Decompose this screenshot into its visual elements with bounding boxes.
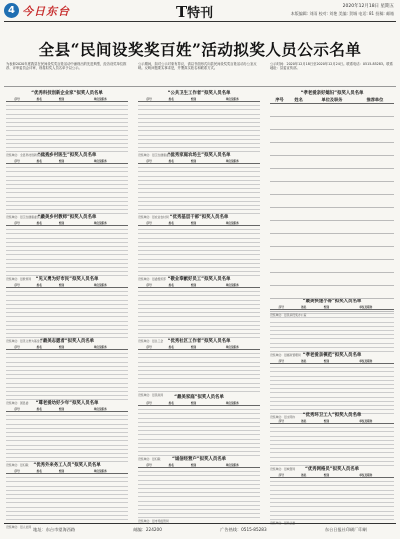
table-header: 单位及职务 [338,359,394,364]
table-cell [356,286,394,299]
table-header: 性别 [50,283,72,288]
award-list-footer: 设奖单位：县邮政管理局 [270,352,301,357]
table-cell [289,286,308,299]
table-cell [270,195,289,208]
table-header: 单位及职务 [205,159,260,164]
table-cell [270,143,289,156]
table-header: 性别 [50,407,72,412]
table-row [270,247,394,260]
table-header: 姓名 [28,469,50,474]
table-cell [289,143,308,156]
table-cell [289,260,308,273]
table-header: 序号 [270,305,293,310]
table-cell [338,461,394,465]
table-row [270,104,394,117]
award-list-footer: 设奖单位：县妇联 [6,463,29,468]
table-cell [308,169,356,182]
masthead [0,0,400,22]
table-cell [356,260,394,273]
table-header: 单位及职务 [205,345,260,350]
table-cell [356,221,394,234]
table-header: 序号 [138,345,160,350]
table-header: 姓名 [160,463,182,468]
table-cell [270,260,289,273]
table-cell [205,387,260,391]
award-list-table [270,419,394,466]
page-title: 全县“民间设奖奖百姓”活动拟奖人员公示名单 [38,40,362,59]
table-cell [308,104,356,117]
table-row [270,117,394,130]
award-list-footer: 设奖单位：县妇联 [138,457,161,462]
footer-address: 地址：东台市望海西路 [33,527,76,532]
table-header: 姓名 [28,159,50,164]
table-header: 性别 [315,419,338,424]
table-header: 性别 [182,97,204,102]
table-header: 姓名 [293,305,316,310]
table-header: 姓名 [28,221,50,226]
table-header: 序号 [6,221,28,226]
table-cell [289,117,308,130]
award-list-title: “优秀环卫工人”拟奖人员名单 [302,413,362,418]
table-cell [308,117,356,130]
masthead-rule [4,21,396,22]
table-cell [308,221,356,234]
table-cell [270,461,293,465]
table-cell [270,130,289,143]
award-list-title: “尊老爱幼好少年”拟奖人员名单 [35,401,99,406]
table-cell [338,515,394,519]
table-header: 序号 [6,283,28,288]
table-cell [356,182,394,195]
table-cell [356,273,394,286]
table-cell [289,156,308,169]
award-list-title: “敬业奉献好员工”拟奖人员名单 [167,277,231,282]
award-list-footer: 设奖单位：县文明办 [270,415,296,420]
award-list-title: “公共卫生工作者”拟奖人员名单 [167,91,231,96]
award-list-table [138,221,260,276]
table-header: 单位及职务 [338,419,394,424]
table-cell [289,169,308,182]
table-cell [289,234,308,247]
table-header: 序号 [138,463,160,468]
table-row [270,221,394,234]
table-cell [356,169,394,182]
table-header: 姓名 [293,359,316,364]
table-header: 性别 [50,159,72,164]
table-row [270,130,394,143]
award-list-title: “优秀乡村医生”拟奖人员名单 [37,153,97,158]
table-header: 性别 [315,305,338,310]
table-header: 单位及职务 [205,463,260,468]
table-cell [270,234,289,247]
award-list-title: “优秀外来务工人员”拟奖人员名单 [33,463,101,468]
table-header: 单位及职务 [308,97,356,104]
table-cell [289,299,308,312]
table-header: 序号 [270,97,289,104]
table-cell [308,143,356,156]
table-cell [356,130,394,143]
award-list-footer: 设奖单位：县卫生健康委员会 [6,215,43,220]
table-header: 单位及职务 [338,473,394,478]
award-list-footer: 设奖单位：县民政局 [138,392,164,397]
table-row [270,461,394,465]
table-cell [356,117,394,130]
table-header: 姓名 [28,407,50,412]
award-list-footer: 设奖单位：团县委 [6,401,29,406]
table-cell [270,221,289,234]
newspaper-logo: 今日东台 [22,5,70,18]
date-line: 2020年12月18日 星期五 [342,4,394,9]
table-cell [270,347,293,351]
table-cell [205,514,260,518]
table-row [270,195,394,208]
table-row [138,514,260,518]
table-cell [270,156,289,169]
award-list-title: “优秀家庭农场主”拟奖人员名单 [167,153,231,158]
table-cell [289,208,308,221]
award-list-title: “最美志愿者”拟奖人员名单 [39,339,95,344]
table-header: 姓名 [160,283,182,288]
table-cell [293,347,316,351]
award-list-table [138,283,260,338]
footer-phone: 广告热线：0515-85283 [220,527,267,532]
award-list-footer: 设奖单位：县委组织部 [138,277,166,282]
table-cell [270,104,289,117]
table-cell [356,208,394,221]
table-header: 单位及职务 [73,469,128,474]
award-list-title: “优秀科技创新企业家”拟奖人员名单 [31,91,103,96]
award-list-table [270,359,394,414]
table-cell [160,514,182,518]
table-cell [356,247,394,260]
table-cell [308,260,356,273]
table-header: 序号 [138,97,160,102]
table-cell [270,299,289,312]
table-header: 性别 [50,97,72,102]
table-cell [308,286,356,299]
table-row [270,273,394,286]
table-header: 性别 [315,359,338,364]
table-header: 单位及职务 [338,305,394,310]
award-list-table [270,473,394,520]
table-row [270,515,394,519]
table-row [270,286,394,299]
award-list-title: “最美家庭”拟奖人员名单 [174,395,224,400]
table-header: 性别 [315,473,338,478]
table-cell [270,117,289,130]
award-list-table [6,221,128,276]
award-list-footer: 设奖单位：县农业农村局 [138,215,169,220]
table-cell [356,156,394,169]
table-cell [315,515,338,519]
table-cell [289,104,308,117]
table-cell [289,221,308,234]
table-header: 单位及职务 [205,401,260,406]
award-list-footer: 设奖单位：全县科技创新奖励基金会 [6,153,51,158]
table-header: 序号 [6,97,28,102]
table-cell [270,515,293,519]
table-cell [289,182,308,195]
table-header: 序号 [6,469,28,474]
award-list-title: “最美乡村教师”拟奖人员名单 [37,215,97,220]
table-header: 性别 [50,345,72,350]
table-cell [308,208,356,221]
table-header: 姓名 [28,283,50,288]
table-cell [270,169,289,182]
table-header: 姓名 [160,401,182,406]
table-cell [289,195,308,208]
table-header: 单位及职务 [205,97,260,102]
table-cell [308,195,356,208]
table-cell [315,461,338,465]
award-list-footer: 设奖单位：县教育局 [6,277,32,282]
table-header: 姓名 [160,97,182,102]
table-cell [138,387,160,391]
award-list-table [138,345,260,392]
award-list-table [138,159,260,214]
table-row [270,208,394,221]
table-row [270,260,394,273]
table-cell [308,156,356,169]
intro-column-3: 公示时间：2020年12月18日至2020年12月24日。联系电话：0515-85283。联系地址：县委宣传部。 [270,62,393,71]
footer-print: 东台日报社印刷厂印刷 [324,527,367,532]
table-row [270,156,394,169]
award-list-title: “孝老爱亲模范”拟奖人员名单 [302,353,362,358]
award-list-table [138,463,260,518]
table-header: 单位及职务 [205,221,260,226]
table-header: 序号 [6,159,28,164]
table-header: 姓名 [293,473,316,478]
table-header: 姓名 [28,345,50,350]
table-header: 单位及职务 [205,283,260,288]
table-row [270,182,394,195]
table-row [270,143,394,156]
table-cell [270,208,289,221]
table-header: 姓名 [160,159,182,164]
award-list-footer: 设奖单位：县见义勇为基金会 [6,339,43,344]
table-header: 序号 [6,345,28,350]
table-header: 性别 [182,401,204,406]
table-header: 单位及职务 [73,283,128,288]
award-list-table [6,345,128,400]
page-number-badge: 4 [4,3,19,18]
table-header: 性别 [50,221,72,226]
table-header: 序号 [138,159,160,164]
table-header: 姓名 [293,419,316,424]
award-list-title: “孝老爱亲好媳妇”拟奖人员名单 [300,91,364,96]
award-list-table [270,97,394,312]
award-list-title: “优秀基层干部”拟奖人员名单 [169,215,229,220]
table-cell [270,182,289,195]
award-list-block [270,466,394,525]
table-cell [289,130,308,143]
table-cell [356,104,394,117]
table-header: 单位及职务 [73,97,128,102]
table-cell [289,247,308,260]
table-header: 姓名 [28,97,50,102]
section-name: T特刊 [176,3,214,21]
table-cell [356,234,394,247]
table-header: 序号 [138,401,160,406]
award-list-table [6,97,128,152]
table-header: 性别 [182,345,204,350]
footer-zip: 邮编：224200 [133,527,162,532]
table-header: 姓名 [289,97,308,104]
award-list-title: “见义勇为好市民”拟奖人员名单 [35,277,99,282]
table-row [270,299,394,312]
table-cell [270,273,289,286]
award-list-footer: 设奖单位：县市场监管局 [138,519,169,524]
award-list-block [138,456,260,524]
table-header: 单位及职务 [73,221,128,226]
table-cell [270,286,289,299]
table-row [270,234,394,247]
intro-column-2: 公示期间，如对公示对象有异议，请以书面形式向县民间设奖奖百姓活动办公室反映。反映问题要实事求是，并署真实姓名和联系方式。 [138,62,257,71]
table-cell [308,299,356,312]
award-list-title: “优秀社区工作者”拟奖人员名单 [167,339,231,344]
table-cell [356,195,394,208]
table-row [270,347,394,351]
table-cell [315,347,338,351]
award-list-footer: 设奖单位：县卫生健康委员会 [138,153,175,158]
award-list-title: “最美快递小哥”拟奖人员名单 [302,299,362,304]
table-cell [308,130,356,143]
award-list-title: “优秀网格员”拟奖人员名单 [304,467,360,472]
award-list-table [138,97,260,152]
award-list-footer: 设奖单位：县总工会 [138,339,164,344]
award-list-block [138,338,260,397]
table-header: 序号 [270,419,293,424]
award-list-footer: 设奖单位：县城管局 [270,466,296,471]
table-cell [356,299,394,312]
award-list-footer: 设奖单位：县政法委 [270,520,296,525]
table-cell [308,234,356,247]
table-header: 单位及职务 [73,345,128,350]
table-cell [182,514,204,518]
table-header: 序号 [270,473,293,478]
table-header: 性别 [182,221,204,226]
table-header: 性别 [182,159,204,164]
table-header: 性别 [182,463,204,468]
table-cell [293,461,316,465]
table-cell [356,143,394,156]
table-header: 性别 [182,283,204,288]
table-row [270,169,394,182]
intro-rule [4,86,396,87]
table-header: 性别 [50,469,72,474]
award-list-table [6,283,128,338]
table-cell [182,387,204,391]
table-cell [308,273,356,286]
table-header: 单位及职务 [73,159,128,164]
table-header: 推荐单位 [356,97,394,104]
table-header: 姓名 [160,345,182,350]
table-cell [293,515,316,519]
award-list-title: “诚信经营户”拟奖人员名单 [171,457,227,462]
table-header: 单位及职务 [73,407,128,412]
table-cell [160,387,182,391]
table-header: 序号 [138,283,160,288]
table-row [138,387,260,391]
award-list-footer: 设奖单位：县民间设奖办公室 [270,313,307,317]
award-list-footer: 设奖单位：县人社局 [6,525,32,530]
table-cell [338,347,394,351]
award-list-table [6,469,128,524]
table-cell [289,273,308,286]
award-list-table [138,401,260,456]
table-header: 姓名 [160,221,182,226]
table-header: 序号 [270,359,293,364]
intro-column-1: 为表彰2020年度我县在民间设奖奖百姓活动中涌现出的先进典型，经各设奖单位推荐、评审委员会评审，现将拟奖人员名单予以公示。 [6,62,127,71]
award-list-table [6,407,128,462]
award-list-table [6,159,128,214]
table-header: 序号 [6,407,28,412]
table-header: 序号 [138,221,160,226]
edit-line: 本版编辑: 刘雨 校对: 刘艳 美编: 贺城 电话: 81 投稿: 邮箱 [290,11,394,16]
table-cell [138,514,160,518]
table-cell [270,247,289,260]
table-cell [308,182,356,195]
table-cell [308,247,356,260]
